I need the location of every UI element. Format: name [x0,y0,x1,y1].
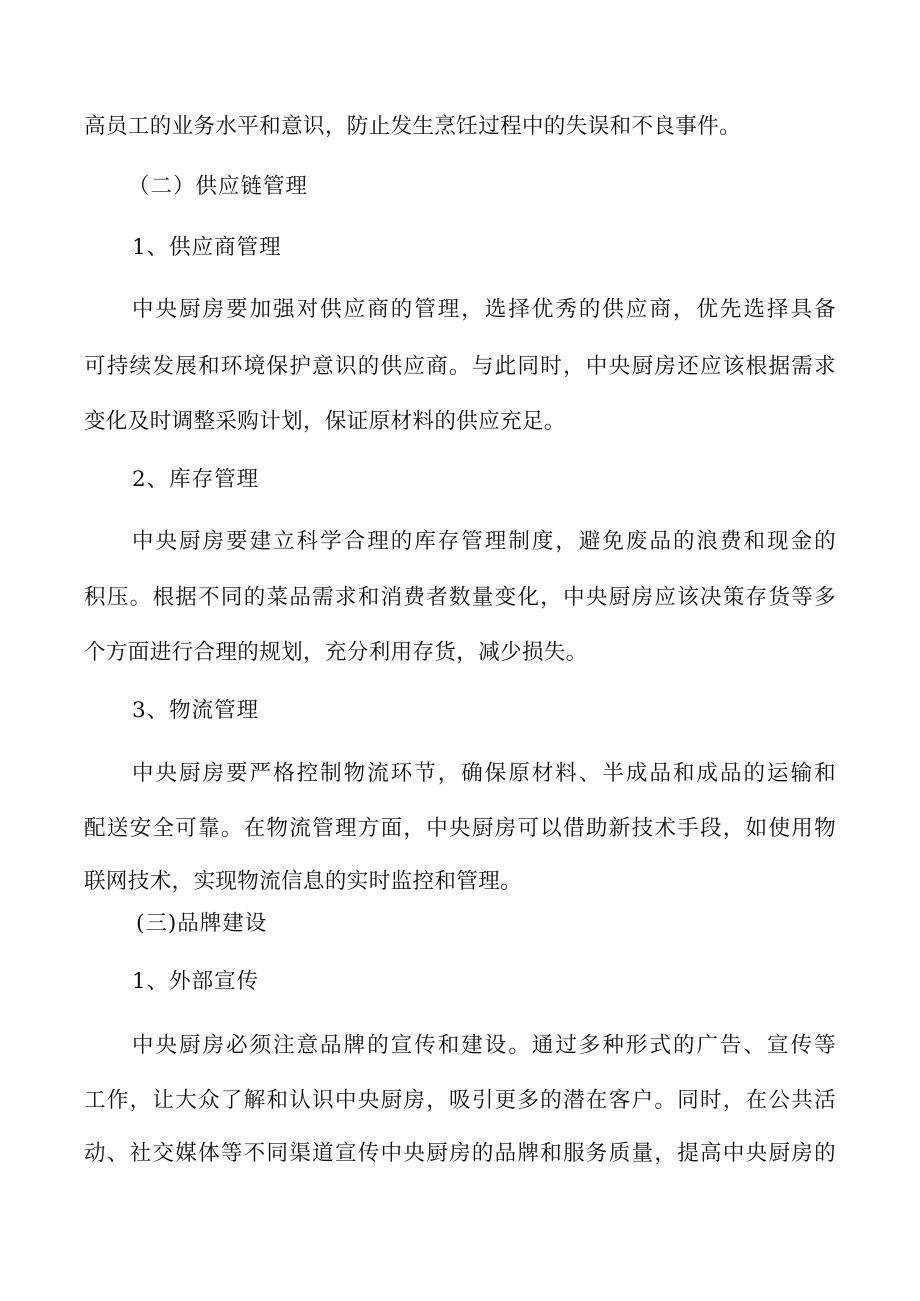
subheading-supplier-management: 1、供应商管理 [132,235,282,260]
paragraph-line: 中央厨房要建立科学合理的库存管理制度，避免废品的浪费和现金的 [132,529,836,554]
subheading-logistics-management: 3、物流管理 [132,698,260,723]
subheading-external-promotion: 1、外部宣传 [132,969,260,994]
paragraph-line: 可持续发展和环境保护意识的供应商。与此同时，中央厨房还应该根据需求 [84,354,836,379]
paragraph-line: 工作，让大众了解和认识中央厨房，吸引更多的潜在客户。同时，在公共活 [84,1088,836,1113]
section-heading-supply-chain: （二）供应链管理 [128,174,309,199]
paragraph-line: 高员工的业务水平和意识，防止发生烹饪过程中的失误和不良事件。 [84,114,742,139]
subheading-inventory-management: 2、库存管理 [132,467,260,492]
paragraph-line: 中央厨房必须注意品牌的宣传和建设。通过多种形式的广告、宣传等 [132,1033,836,1058]
paragraph-line: 联网技术，实现物流信息的实时监控和管理。 [84,869,523,894]
paragraph-line: 个方面进行合理的规划，充分利用存货，减少损失。 [84,640,588,665]
paragraph-line: 中央厨房要加强对供应商的管理，选择优秀的供应商，优先选择具备 [132,297,836,322]
paragraph-line: 中央厨房要严格控制物流环节，确保原材料、半成品和成品的运输和 [132,761,836,786]
paragraph-line: 积压。根据不同的菜品需求和消费者数量变化，中央厨房应该决策存货等多 [84,585,836,610]
paragraph-line: 动、社交媒体等不同渠道宣传中央厨房的品牌和服务质量，提高中央厨房的 [84,1141,836,1166]
paragraph-line: 变化及时调整采购计划，保证原材料的供应充足。 [84,409,566,434]
paragraph-line: 配送安全可靠。在物流管理方面，中央厨房可以借助新技术手段，如使用物 [84,816,836,841]
section-heading-brand-building: (三)品牌建设 [136,911,268,936]
